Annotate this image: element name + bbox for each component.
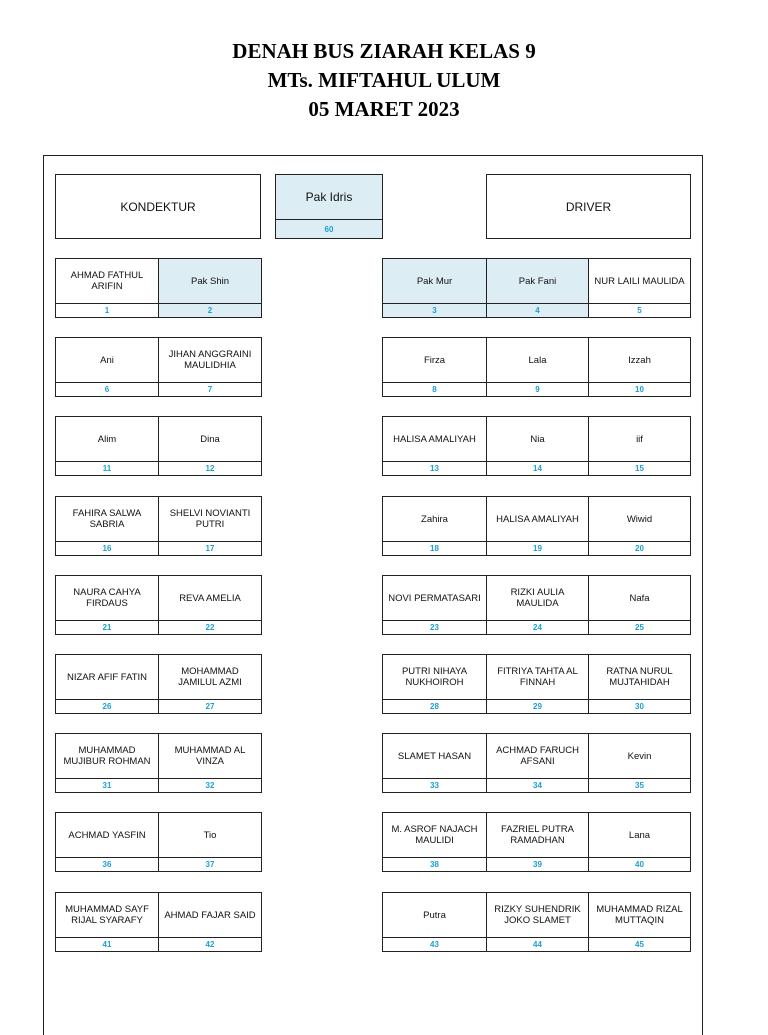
- seat-number: 42: [158, 937, 262, 952]
- seat-name: PUTRI NIHAYA NUKHOIROH: [382, 654, 487, 700]
- seat: [158, 416, 262, 476]
- seat-name: HALISA AMALIYAH: [486, 496, 589, 542]
- seat-name: ACHMAD YASFIN: [55, 812, 159, 858]
- seat-name: FITRIYA TAHTA AL FINNAH: [486, 654, 589, 700]
- seat-number: 32: [158, 778, 262, 793]
- seat-number: 16: [55, 541, 159, 556]
- seat-number: 9: [486, 382, 589, 397]
- seat-name: Ani: [55, 337, 159, 383]
- seat-name: Zahira: [382, 496, 487, 542]
- seat-name: MUHAMMAD MUJIBUR ROHMAN: [55, 733, 159, 779]
- seat-number: 30: [588, 699, 691, 714]
- center-seat-number: 60: [275, 219, 383, 239]
- seat-number: 8: [382, 382, 487, 397]
- seat: [588, 337, 691, 397]
- page-title-line-1: DENAH BUS ZIARAH KELAS 9: [232, 39, 536, 63]
- driver-box: DRIVER: [486, 174, 691, 239]
- seat: [588, 654, 691, 714]
- seat: [588, 496, 691, 556]
- seat: [382, 812, 487, 872]
- seat-name: Pak Fani: [486, 258, 589, 304]
- seat: [382, 258, 487, 318]
- seat-number: 35: [588, 778, 691, 793]
- seat-name: JIHAN ANGGRAINI MAULIDHIA: [158, 337, 262, 383]
- seat: [486, 654, 589, 714]
- seat: [486, 258, 589, 318]
- seat-number: 43: [382, 937, 487, 952]
- seat-name: Pak Mur: [382, 258, 487, 304]
- seat-number: 29: [486, 699, 589, 714]
- seat-number: 33: [382, 778, 487, 793]
- seat-name: iif: [588, 416, 691, 462]
- seat-name: MUHAMMAD RIZAL MUTTAQIN: [588, 892, 691, 938]
- seat-name: FAZRIEL PUTRA RAMADHAN: [486, 812, 589, 858]
- seat-name: REVA AMELIA: [158, 575, 262, 621]
- seat: [588, 416, 691, 476]
- seat-number: 41: [55, 937, 159, 952]
- seat: [486, 416, 589, 476]
- seat: [486, 733, 589, 793]
- seat: [158, 337, 262, 397]
- seat-number: 38: [382, 857, 487, 872]
- seat-number: 11: [55, 461, 159, 476]
- seat: [382, 892, 487, 952]
- seat-number: 22: [158, 620, 262, 635]
- seat: [486, 575, 589, 635]
- seat: [382, 337, 487, 397]
- seat: [55, 575, 159, 635]
- seat-number: 12: [158, 461, 262, 476]
- seat-name: Kevin: [588, 733, 691, 779]
- seat-number: 34: [486, 778, 589, 793]
- seat-name: RATNA NURUL MUJTAHIDAH: [588, 654, 691, 700]
- seat: [158, 575, 262, 635]
- seat-number: 27: [158, 699, 262, 714]
- seat-name: RIZKY SUHENDRIK JOKO SLAMET: [486, 892, 589, 938]
- seat: [55, 496, 159, 556]
- seat-name: RIZKI AULIA MAULIDA: [486, 575, 589, 621]
- seat: [55, 733, 159, 793]
- seat-number: 36: [55, 857, 159, 872]
- seat: [588, 733, 691, 793]
- seat: [55, 258, 159, 318]
- seat-name: M. ASROF NAJACH MAULIDI: [382, 812, 487, 858]
- seat: [486, 812, 589, 872]
- seat-name: Lana: [588, 812, 691, 858]
- seat-number: 28: [382, 699, 487, 714]
- seat: [55, 416, 159, 476]
- seat-number: 45: [588, 937, 691, 952]
- seat-number: 6: [55, 382, 159, 397]
- seat-number: 18: [382, 541, 487, 556]
- seat-name: Dina: [158, 416, 262, 462]
- seat-name: AHMAD FATHUL ARIFIN: [55, 258, 159, 304]
- seat-name: SLAMET HASAN: [382, 733, 487, 779]
- seat: [588, 812, 691, 872]
- seat-number: 1: [55, 303, 159, 318]
- seat: [486, 892, 589, 952]
- seat-number: 2: [158, 303, 262, 318]
- seat-name: SHELVI NOVIANTI PUTRI: [158, 496, 262, 542]
- seat-number: 39: [486, 857, 589, 872]
- seat: [158, 496, 262, 556]
- seat-number: 20: [588, 541, 691, 556]
- page-title-line-2: MTs. MIFTAHUL ULUM: [267, 68, 501, 92]
- seat-name: NIZAR AFIF FATIN: [55, 654, 159, 700]
- seat-number: 26: [55, 699, 159, 714]
- seat-name: FAHIRA SALWA SABRIA: [55, 496, 159, 542]
- seat-number: 24: [486, 620, 589, 635]
- seat-name: Firza: [382, 337, 487, 383]
- seat-number: 40: [588, 857, 691, 872]
- seat: [55, 654, 159, 714]
- seat-name: Tio: [158, 812, 262, 858]
- seat-number: 10: [588, 382, 691, 397]
- seat-name: NAURA CAHYA FIRDAUS: [55, 575, 159, 621]
- seat-name: Putra: [382, 892, 487, 938]
- center-seat-name: Pak Idris: [275, 174, 383, 220]
- seat: [55, 892, 159, 952]
- seat-number: 17: [158, 541, 262, 556]
- seat-name: MOHAMMAD JAMILUL AZMI: [158, 654, 262, 700]
- seat-number: 13: [382, 461, 487, 476]
- seat: [382, 733, 487, 793]
- seat: [382, 416, 487, 476]
- seat-name: NUR LAILI MAULIDA: [588, 258, 691, 304]
- seat: [55, 812, 159, 872]
- seat-number: 14: [486, 461, 589, 476]
- seat-name: Izzah: [588, 337, 691, 383]
- seat-number: 3: [382, 303, 487, 318]
- seat: [382, 496, 487, 556]
- seat: [486, 337, 589, 397]
- seat: [486, 496, 589, 556]
- seat-name: Pak Shin: [158, 258, 262, 304]
- seat: [382, 575, 487, 635]
- seat: [158, 733, 262, 793]
- seat-number: 25: [588, 620, 691, 635]
- seat-name: Nafa: [588, 575, 691, 621]
- seat-number: 7: [158, 382, 262, 397]
- seat-name: Alim: [55, 416, 159, 462]
- seat-name: Nia: [486, 416, 589, 462]
- seat: [158, 892, 262, 952]
- seat: [158, 258, 262, 318]
- seat-number: 23: [382, 620, 487, 635]
- seat: [382, 654, 487, 714]
- seat-number: 19: [486, 541, 589, 556]
- seat: [158, 654, 262, 714]
- seat: [588, 892, 691, 952]
- seat: [588, 258, 691, 318]
- seat: [55, 337, 159, 397]
- page-title-line-3: 05 MARET 2023: [308, 97, 460, 121]
- seat-number: 5: [588, 303, 691, 318]
- seat-number: 4: [486, 303, 589, 318]
- seat-number: 31: [55, 778, 159, 793]
- seat-name: MUHAMMAD AL VINZA: [158, 733, 262, 779]
- seat-name: Lala: [486, 337, 589, 383]
- seat-number: 44: [486, 937, 589, 952]
- seat-number: 15: [588, 461, 691, 476]
- seat-name: Wiwid: [588, 496, 691, 542]
- seat-name: HALISA AMALIYAH: [382, 416, 487, 462]
- seat-name: AHMAD FAJAR SAID: [158, 892, 262, 938]
- seat-name: ACHMAD FARUCH AFSANI: [486, 733, 589, 779]
- seat-name: MUHAMMAD SAYF RIJAL SYARAFY: [55, 892, 159, 938]
- seat-name: NOVI PERMATASARI: [382, 575, 487, 621]
- seat: [158, 812, 262, 872]
- seat-number: 21: [55, 620, 159, 635]
- seat: [588, 575, 691, 635]
- kondektur-box: KONDEKTUR: [55, 174, 261, 239]
- seat-number: 37: [158, 857, 262, 872]
